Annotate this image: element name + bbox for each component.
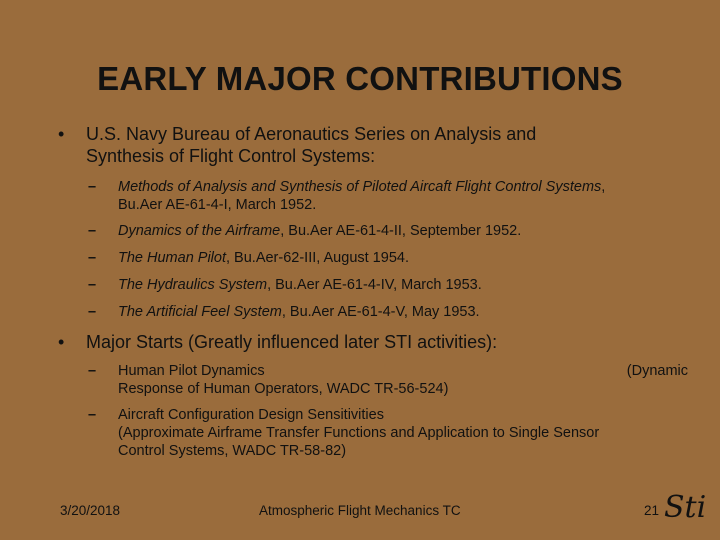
report-title: The Human Pilot <box>118 250 226 266</box>
item-line: (Approximate Airframe Transfer Functions and Application to Single Sensor <box>118 425 600 441</box>
footer-page-number: 21 <box>644 503 660 518</box>
report-detail: , Bu.Aer AE-61-4-II, September 1952. <box>280 223 522 239</box>
bullet-marker: • <box>58 332 65 352</box>
item-line-right: (Dynamic <box>626 363 688 379</box>
report-detail: , Bu.Aer AE-61-4-IV, March 1953. <box>267 277 482 293</box>
report-title: Dynamics of the Airframe <box>118 223 281 239</box>
report-detail: , Bu.Aer AE-61-4-V, May 1953. <box>281 304 480 320</box>
item-line: Response of Human Operators, WADC TR-56-524) <box>118 381 449 397</box>
dash-marker: – <box>88 250 97 266</box>
item-line: Control Systems, WADC TR-58-82) <box>118 443 347 459</box>
dash-marker: – <box>88 277 97 293</box>
bullet-marker: • <box>58 124 65 144</box>
report-title: The Artificial Feel System <box>118 304 282 320</box>
bullet-line: Major Starts (Greatly influenced later STI activities): <box>86 332 498 352</box>
bullet-line: U.S. Navy Bureau of Aeronautics Series on Analysis and <box>86 124 537 144</box>
report-detail: , Bu.Aer-62-III, August 1954. <box>226 250 409 266</box>
bullet-line: Synthesis of Flight Control Systems: <box>86 146 376 166</box>
dash-marker: – <box>88 223 97 239</box>
slide-title: EARLY MAJOR CONTRIBUTIONS <box>97 60 623 97</box>
report-detail: Bu.Aer AE-61-4-I, March 1952. <box>118 197 317 213</box>
report-title: Methods of Analysis and Synthesis of Piloted Aircaft Flight Control Systems <box>118 179 602 195</box>
sti-logo: Sti <box>664 490 707 525</box>
item-line: Human Pilot Dynamics <box>118 363 265 379</box>
dash-marker: – <box>88 304 97 320</box>
report-title: The Hydraulics System <box>118 277 268 293</box>
report-detail: , <box>601 179 606 195</box>
footer-title: Atmospheric Flight Mechanics TC <box>259 503 461 518</box>
footer-date: 3/20/2018 <box>60 503 121 518</box>
dash-marker: – <box>88 363 97 379</box>
item-line: Aircraft Configuration Design Sensitivities <box>118 407 384 423</box>
dash-marker: – <box>88 179 97 195</box>
dash-marker: – <box>88 407 97 423</box>
